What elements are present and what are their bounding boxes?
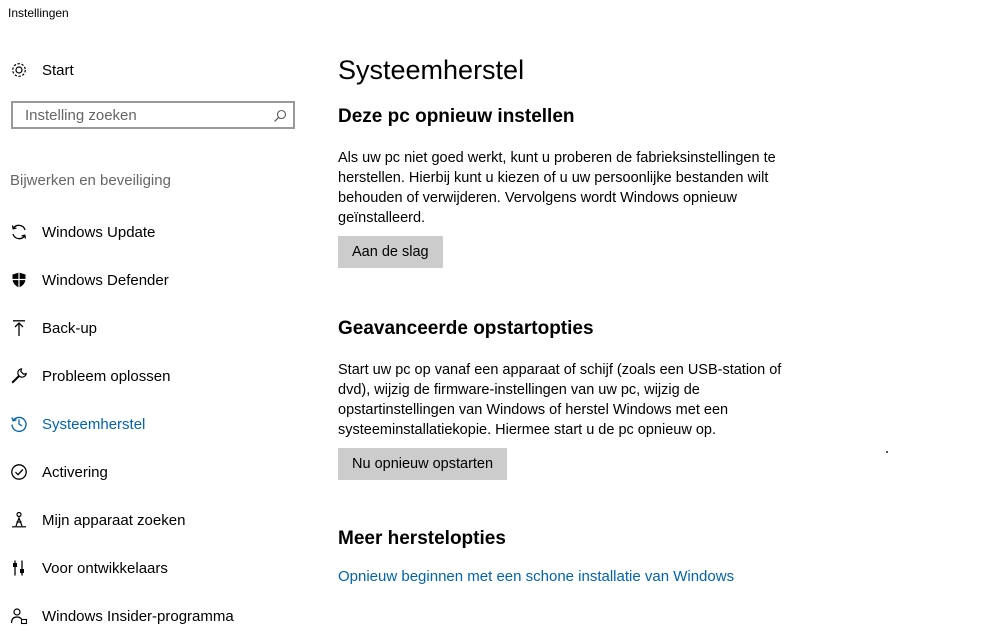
sidebar-item-label: Windows Update	[42, 223, 156, 241]
home-label: Start	[42, 61, 74, 79]
sidebar-item-label: Voor ontwikkelaars	[42, 559, 168, 577]
sidebar-item-label: Back-up	[42, 319, 98, 337]
sidebar-item-windows-update[interactable]	[10, 208, 310, 256]
sidebar-item-label: Probleem oplossen	[42, 367, 171, 385]
upload-arrow-icon	[10, 319, 28, 337]
sidebar-section-label: Bijwerken en beveiliging	[10, 172, 171, 189]
sidebar-item-label: Windows Defender	[42, 271, 169, 289]
advanced-startup-description: Start uw pc op vanaf een apparaat of schijf (zoals een USB-station of dvd), wijzig de firmware-instellingen van uw pc, wijzig de opstartinstellingen van Windows of herstel Windows met een systeeminstallatiekopie. Hiermee start u de pc opnieuw op.	[338, 362, 782, 438]
sidebar-item-probleem-oplossen[interactable]	[10, 352, 310, 400]
stray-cursor-dot	[886, 451, 888, 453]
sidebar-item-activering[interactable]	[10, 448, 310, 496]
sidebar-nav	[10, 208, 310, 640]
history-icon	[10, 415, 28, 433]
clean-install-link[interactable]: Opnieuw beginnen met een schone installatie van Windows	[338, 568, 735, 585]
person-location-icon	[10, 511, 28, 529]
sidebar-item-label: Activering	[42, 463, 108, 481]
sidebar-item-label: Windows Insider-programma	[42, 607, 234, 625]
restart-now-button[interactable]: Nu opnieuw opstarten	[338, 448, 507, 480]
search-box[interactable]	[11, 101, 295, 129]
check-circle-icon	[10, 463, 28, 481]
sidebar-item-mijn-apparaat-zoeken[interactable]	[10, 496, 310, 544]
sidebar-item-systeemherstel[interactable]	[10, 400, 310, 448]
insider-person-icon	[10, 607, 28, 625]
sidebar-item-windows-defender[interactable]	[10, 256, 310, 304]
more-recovery-heading: Meer herstelopties	[338, 528, 506, 549]
gear-icon	[10, 61, 28, 79]
sidebar-item-back-up[interactable]	[10, 304, 310, 352]
sidebar-item-windows-insider-programma[interactable]	[10, 592, 310, 640]
reset-heading: Deze pc opnieuw instellen	[338, 106, 575, 127]
reset-description: Als uw pc niet goed werkt, kunt u proberen de fabrieksinstellingen te herstellen. Hierbij kunt u kiezen of u uw persoonlijke bestanden wilt behouden of verwijderen. Vervolgens wordt Windows opnieuw geïnstalleerd.	[338, 150, 776, 226]
sidebar-item-label: Systeemherstel	[42, 415, 146, 433]
page-title: Systeemherstel	[338, 55, 525, 85]
main-content	[338, 52, 958, 586]
advanced-startup-heading: Geavanceerde opstartopties	[338, 318, 594, 339]
sidebar-item-voor-ontwikkelaars[interactable]	[10, 544, 310, 592]
shield-icon	[10, 271, 28, 289]
search-input[interactable]	[23, 106, 267, 125]
home-button[interactable]	[10, 60, 74, 80]
developer-sliders-icon	[10, 559, 28, 577]
search-icon[interactable]	[273, 109, 287, 123]
window-title: Instellingen	[8, 6, 69, 20]
sidebar-item-label: Mijn apparaat zoeken	[42, 511, 186, 529]
wrench-icon	[10, 367, 28, 385]
get-started-button[interactable]: Aan de slag	[338, 236, 443, 268]
refresh-icon	[10, 223, 28, 241]
